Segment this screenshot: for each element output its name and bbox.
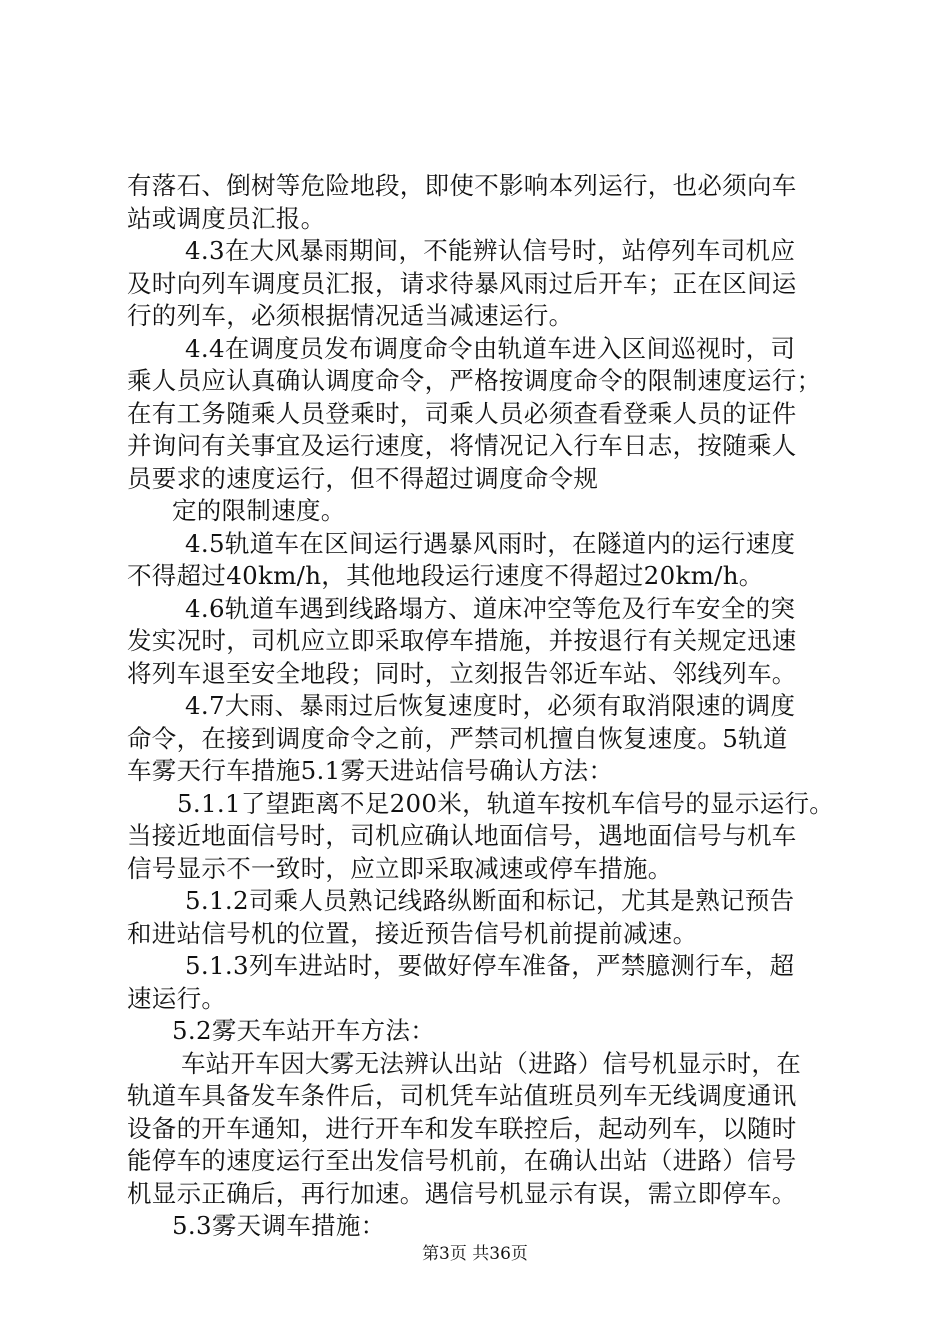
text-line: 5.1.3列车进站时，要做好停车准备，严禁臆测行车，超 (185, 951, 795, 980)
text-line: 车雾天行车措施5.1雾天进站信号确认方法： (127, 756, 614, 785)
text-line: 有落石、倒树等危险地段，即使不影响本列运行，也必须向车 (127, 171, 797, 200)
text-line: 命令，在接到调度命令之前，严禁司机擅自恢复速度。5轨道 (127, 723, 788, 753)
text-line: 机显示正确后，再行加速。遇信号机显示有误，需立即停车。 (127, 1178, 797, 1208)
text-line: 5.1.1了望距离不足200米，轨道车按机车信号的显示运行。 (177, 788, 835, 818)
text-line: 4.6轨道车遇到线路塌方、道床冲空等危及行车安全的突 (185, 593, 796, 623)
text-line: 4.7大雨、暴雨过后恢复速度时，必须有取消限速的调度 (185, 691, 796, 720)
text-line: 发实况时，司机应立即采取停车措施，并按退行有关规定迅速 (127, 626, 797, 655)
text-line: 4.3在大风暴雨期间，不能辨认信号时，站停列车司机应 (185, 236, 796, 265)
text-line: 能停车的速度运行至出发信号机前，在确认出站（进路）信号 (127, 1146, 797, 1175)
text-line: 行的列车，必须根据情况适当减速运行。 (127, 301, 574, 330)
text-line: 5.2雾天车站开车方法： (172, 1016, 436, 1045)
text-line: 将列车退至安全地段；同时，立刻报告邻近车站、邻线列车。 (127, 658, 797, 688)
text-line: 4.4在调度员发布调度命令由轨道车进入区间巡视时，司 (185, 333, 796, 363)
text-line: 和进站信号机的位置，接近预告信号机前提前减速。 (127, 918, 698, 948)
page-footer: 第3页 共36页 (422, 1244, 528, 1264)
text-line: 设备的开车通知，进行开车和发车联控后，起动列车，以随时 (127, 1113, 797, 1143)
text-line: 轨道车具备发车条件后，司机凭车站值班员列车无线调度通讯 (127, 1081, 797, 1110)
text-line: 站或调度员汇报。 (127, 203, 326, 233)
text-line: 及时向列车调度员汇报，请求待暴风雨过后开车；正在区间运 (127, 268, 797, 298)
document-body (127, 170, 835, 1243)
text-line: 在有工务随乘人员登乘时，司乘人员必须查看登乘人员的证件 (127, 398, 797, 428)
text-line: 定的限制速度。 (172, 496, 346, 525)
text-line: 员要求的速度运行，但不得超过调度命令规 (127, 463, 599, 493)
text-line: 4.5轨道车在区间运行遇暴风雨时，在隧道内的运行速度 (185, 528, 796, 558)
text-line: 当接近地面信号时，司机应确认地面信号，遇地面信号与机车 (127, 821, 797, 850)
text-line: 不得超过40km/h，其他地段运行速度不得超过20km/h。 (127, 561, 764, 590)
text-line: 5.1.2司乘人员熟记线路纵断面和标记，尤其是熟记预告 (185, 886, 795, 915)
text-line: 5.3雾天调车措施： (172, 1211, 386, 1240)
text-line: 并询问有关事宜及运行速度，将情况记入行车日志，按随乘人 (127, 431, 797, 460)
text-line: 乘人员应认真确认调度命令，严格按调度命令的限制速度运行； (127, 366, 822, 395)
text-line: 速运行。 (127, 983, 227, 1013)
text-line: 信号显示不一致时，应立即采取减速或停车措施。 (127, 853, 673, 883)
text-line: 车站开车因大雾无法辨认出站（进路）信号机显示时，在 (181, 1048, 801, 1078)
